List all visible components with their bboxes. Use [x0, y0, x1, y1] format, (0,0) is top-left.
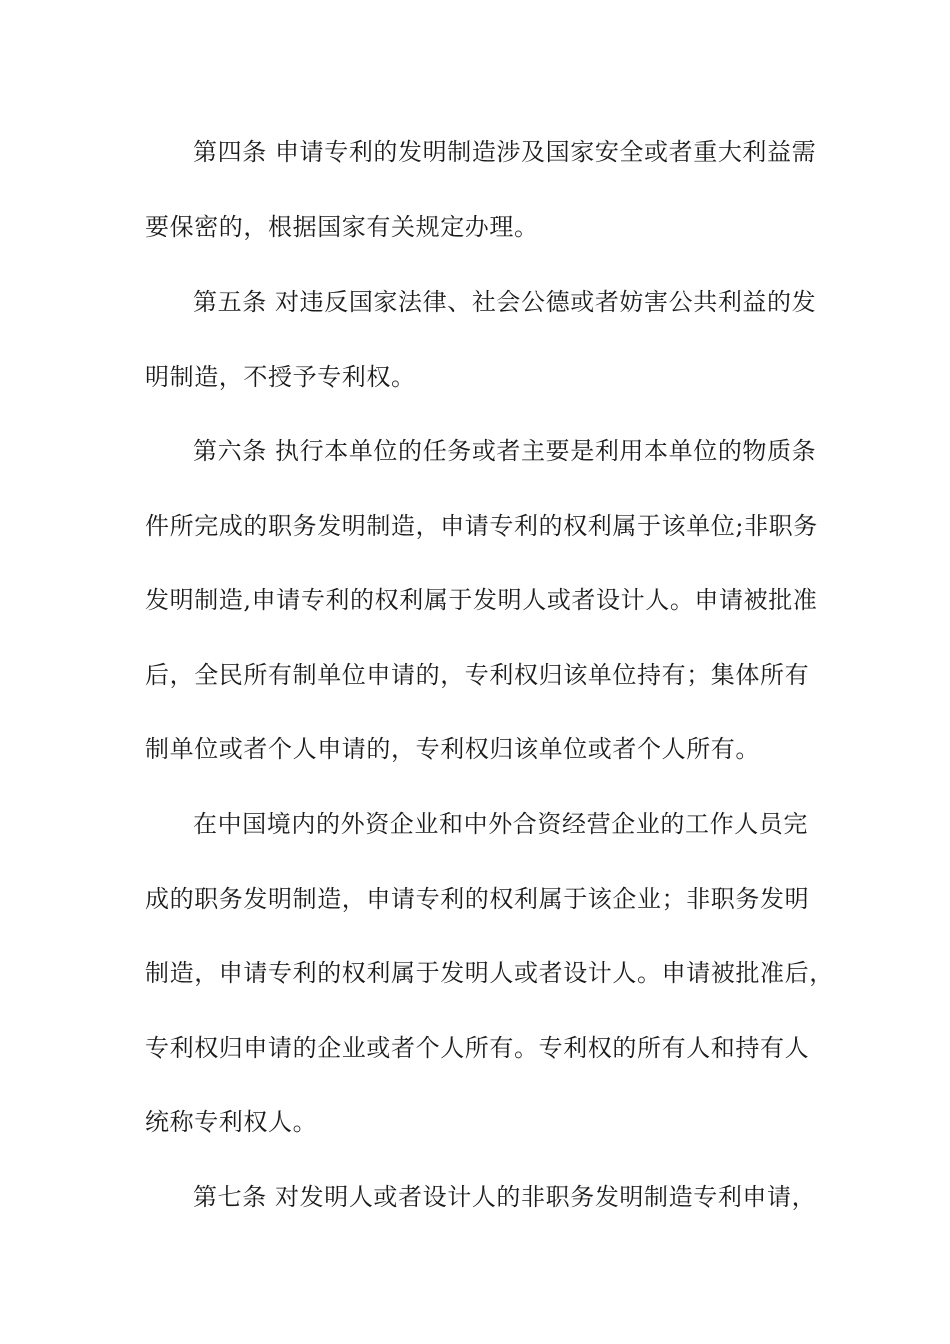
- paragraph-foreign-line-1: 在中国境内的外资企业和中外合资经营企业的工作人员完: [193, 810, 808, 838]
- article-6-line-4: 后，全民所有制单位申请的，专利权归该单位持有；集体所有: [145, 661, 810, 689]
- article-5-line-1: 第五条 对违反国家法律、社会公德或者妨害公共利益的发: [193, 288, 817, 316]
- article-6-line-2: 件所完成的职务发明制造，申请专利的权利属于该单位;非职务: [145, 512, 818, 540]
- article-4-line-1: 第四条 申请专利的发明制造涉及国家安全或者重大利益需: [193, 138, 817, 166]
- paragraph-foreign-line-4: 专利权归申请的企业或者个人所有。专利权的所有人和持有人: [145, 1034, 810, 1062]
- paragraph-foreign-line-5: 统称专利权人。: [145, 1108, 318, 1136]
- paragraph-foreign-line-2: 成的职务发明制造，申请专利的权利属于该企业；非职务发明: [145, 885, 810, 913]
- article-5-line-2: 明制造，不授予专利权。: [145, 363, 416, 391]
- article-6-line-5: 制单位或者个人申请的，专利权归该单位或者个人所有。: [145, 735, 760, 763]
- article-4-line-2: 要保密的，根据国家有关规定办理。: [145, 213, 539, 241]
- article-6-line-3: 发明制造,申请专利的权利属于发明人或者设计人。申请被批准: [145, 586, 818, 614]
- article-7-line-1: 第七条 对发明人或者设计人的非职务发明制造专利申请，: [193, 1183, 817, 1211]
- article-6-line-1: 第六条 执行本单位的任务或者主要是利用本单位的物质条: [193, 437, 817, 465]
- paragraph-foreign-line-3: 制造，申请专利的权利属于发明人或者设计人。申请被批准后，: [145, 959, 834, 987]
